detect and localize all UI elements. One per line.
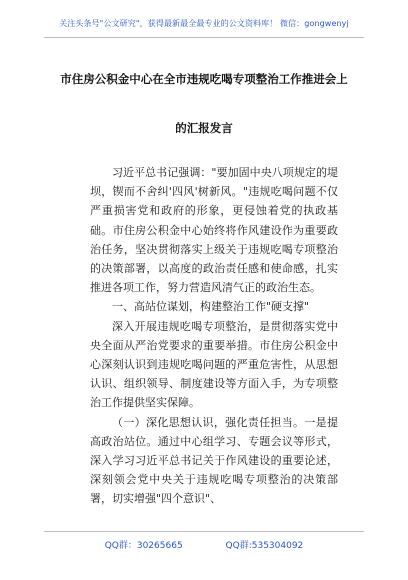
document-title-line1: 市住房公积金中心在全市违规吃喝专项整治工作推进会上	[60, 72, 348, 86]
header-divider	[44, 37, 364, 38]
section-heading: 一、高站位谋划，构建整治工作"硬支撑"	[112, 300, 310, 314]
document-title-line2: 的汇报发言	[175, 121, 233, 135]
header-banner: 关注头条号"公文研究"，获得最新最全最专业的公文资料库！ 微信：gongwenyj	[59, 19, 349, 28]
body-paragraph: （一）深化思想认识，强化责任担当。一是提高政治站位。通过中心组学习、专题会议等形式，深入学习习近平总书记关于作风建设的重要论述，深刻领会党中央关于违规吃喝专项整治的决策部署，切实增强"四个意识"、	[90, 415, 338, 506]
footer-qq-group-1: QQ群：30265665	[104, 541, 183, 551]
footer-banner	[0, 538, 408, 551]
body-paragraph: 深入开展违规吃喝专项整治，是贯彻落实党中央全面从严治党要求的重要举措。市住房公积金中心深刻认识到违规吃喝问题的严重危害性，从思想认识、组织领导、制度建设等方面入手，为专项整治工作提供坚实保障。	[90, 319, 338, 410]
body-paragraph: 习近平总书记强调："要加固中央八项规定的堤坝，锲而不舍纠'四风'树新风。"违规吃喝问题不仅严重损害党和政府的形象，更侵蚀着党的执政基础。市住房公积金中心始终将作风建设作为重要政治任务，坚决贯彻落实上级关于违规吃喝专项整治的决策部署，以高度的政治责任感和使命感，扎实推进各项工作，努力营造风清气正的政治生态。	[90, 166, 338, 295]
document-body	[90, 163, 338, 509]
footer-divider	[44, 531, 364, 532]
footer-qq-group-2: QQ群:535304092	[225, 541, 304, 551]
